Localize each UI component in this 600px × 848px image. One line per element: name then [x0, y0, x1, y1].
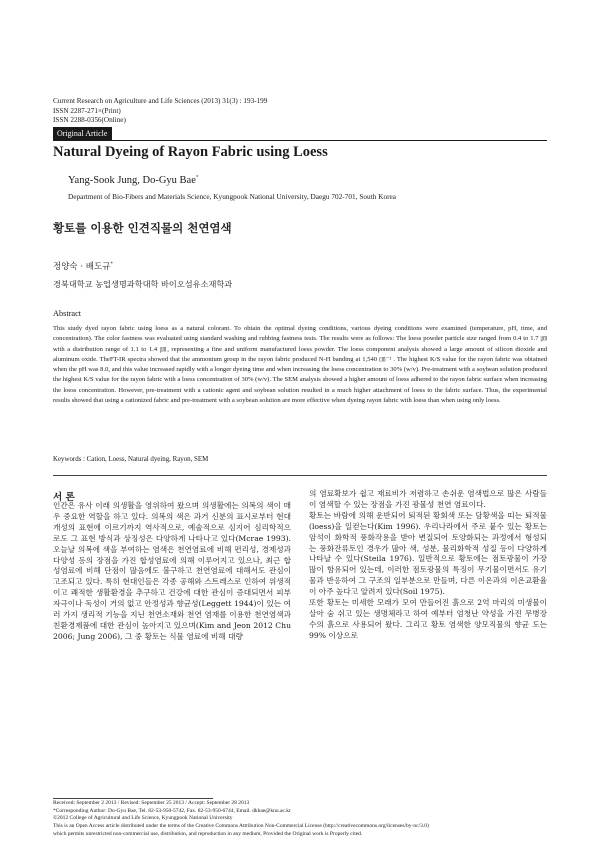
korean-affiliation: 경북대학교 농업생명과학대학 바이오섬유소재학과: [53, 279, 233, 289]
issn-print: ISSN 2287-271×(Print): [53, 106, 121, 115]
right-paragraph-2: 황토는 바람에 의해 운반되어 퇴적된 황회색 또는 담황색을 띠는 퇴적물(loess)을 일컫는다(Kim 1996). 우리나라에서 주로 붙수 있는 황토는 암석이 화학적 풍화작용을 받아 변질되어 토양화되는 과정에서 형성되는 풍화잔류토인 경우가 많아 색, 성분, 물리화학적 성질 등이 다양하게 나타날 수 있다(Steila 1976). 일반적으로 황토에는 점토광물이 가장 많이 함유되어 있는데, 이러한 점토광물의 특징이 무기물이면서도 유기물과 반응하여 그 구조의 일부분으로 만들며, 다른 이온과의 이온교환율이 아주 높다고 알려져 있다(Soil 1975).: [309, 510, 547, 597]
journal-info: [53, 97, 267, 126]
paper-title: Natural Dyeing of Rayon Fabric using Loess: [53, 144, 328, 160]
footnote-license-cont: which permits unrestricted non-commercial use, distribution, and reproduction in any medium, Provided the Original work is Properly cited.: [53, 830, 363, 837]
abstract-divider: [53, 475, 547, 476]
footnote-corresponding: *Corresponding Author: Do-Gyu Bae, Tel. 82-53-950-5742, Fax. 82-53-950-6744, Email. dkbae@knu.ac.kr: [53, 807, 291, 814]
article-type-badge: Original Article: [53, 127, 112, 140]
left-paragraph-1: 인간은 유사 이래 의생활을 영위하여 왔으며 의생활에는 의복의 색이 매우 중요한 역할을 하고 있다. 의복의 색은 과거 신분의 표시로부터 현대 개성의 표현에 이르기까지 역사적으로, 예술적으로 심지어 심리학적으로도 그 표현 방식과 상징성은 다양하게 나타나고 있다(Mcrae 1993). 오늘날 의복에 색을 부여하는 염색은 천연염료에 비해 편리성, 경제성과 다양성 등의 장점을 가진 합성염료에 의해 이루어지고 있으나, 최근 합성염료에 비해 단점이 많음에도 불구하고 천연염료에 대해서도 관심이 고조되고 있다. 특히 현대인들은 각종 공해와 스트레스로 인하여 위생적이고 쾌적한 생활환경을 추구하고 건강에 대한 관심이 증대되면서 피부 자극이나 독성이 거의 없고 안정성과 향균성(Leggett 1944)이 있는 여러 가지 생리적 기능을 지닌 천연소재와 천연 염재를 이용한 천연염색과 친환경제품에 대한 관심이 높아지고 있으며(Kim and Jeon 2012 Chu 2006; Jung 2006), 그 중 황토는 식물 염료에 비해 대량: [53, 501, 291, 641]
right-column: [309, 489, 547, 642]
abstract-text: This study dyed rayon fabric using loess as a natural colorant. To obtain the optimal dyeing conditions, various dyeing conditions were examined (temperature, pH, time, and concentration). The color fastness was evaluated using standard washing and rubbing fastness tests. The results were as follows: The loess powder particle size ranged from 0.4 to 1.7 ㎛ with a distribution range of 1.1 to 1.4 ㎛, representing a fine and uniform manufactured loess powder. The loess component analysis showed a large amount of silicon dioxide and aluminum oxide. TheFT-IR spectra showed that the ammonium group in the rayon fabric produced N-H banding at 1,540 ㎝⁻¹ . The highest K/S value for the rayon fabric was obtained when the pH was 8.0, and this value increased rapidly with a longer dyeing time and when increasing the loess concentration to 30% (w/v). Pre-treatment with a soybean solution produced the highest K/S value for the rayon fabric with a loess concentration of 30% (w/v). The SEM analysis showed a higher amount of loess adhered to the rayon fabric surface when increasing the loess concentration. However, pre-treatment with a cationic agent and soybean solution resulted in a much higher attachment of loess to the fabric surface. Thus, the experimental results showed that using a cationized fabric and pre-treatment with a soybean solution are more effective when dyeing rayon fabric with loess than when using only loess.: [53, 325, 547, 405]
journal-citation: Current Research on Agriculture and Life Sciences (2013) 31(3) : 193-199: [53, 97, 268, 105]
author-names: Yang-Sook Jung, Do-Gyu Bae: [68, 175, 196, 186]
korean-corresponding-mark: *: [110, 261, 113, 268]
section-heading-introduction: 서 론: [53, 492, 75, 503]
issn-online: ISSN 2288-0356(Online): [53, 116, 126, 125]
abstract-heading: Abstract: [53, 309, 82, 318]
footnote-dates: Received: September 2 2013 / Revised: September 25 2013 / Accept: September 28 2013: [53, 800, 250, 806]
left-column: [53, 501, 291, 643]
footnote-license: This is an Open Access article distributed under the terms of the Creative Commons Attribution Non-Commercial License (http://creativecommons.org/licenses/by-nc/3.0): [53, 823, 429, 830]
korean-authors: [53, 260, 113, 272]
footnote-divider: [53, 798, 213, 799]
footnotes: [53, 800, 547, 839]
korean-title: 황토를 이용한 인견직물의 천연염색: [53, 221, 232, 235]
corresponding-mark: *: [195, 175, 199, 181]
footnote-copyright: ©2012 College of Agricultural and Life Science, Kyungpook National University: [53, 815, 233, 822]
authors: [68, 175, 198, 186]
korean-author-names: 정양숙 · 배도규: [53, 262, 111, 272]
keywords: Keywords : Cation, Loess, Natural dyeing, Rayon, SEM: [53, 456, 209, 463]
header-divider: [53, 140, 547, 141]
right-paragraph-1: 의 염료확보가 쉽고 재료비가 저렴하고 손쉬운 염색법으로 많은 사람들이 염색할 수 있는 장점을 가진 광물성 천연 염료이다.: [309, 489, 547, 509]
right-paragraph-3: 또한 황토는 미세한 모래가 모여 만들어진 흙으로 2억 마리의 미생물이 살아 숨 쉬고 있는 생명체라고 하여 예부터 엄청난 약성을 가진 무병장수의 흙으로 사용되어 왔다. 그리고 황토 염색한 양모직물의 향균 도는 99% 이상으로: [309, 598, 547, 640]
affiliation: Department of Bio-Fibers and Materials Science, Kyungpook National University, Daegu 702-701, South Korea: [68, 192, 397, 201]
